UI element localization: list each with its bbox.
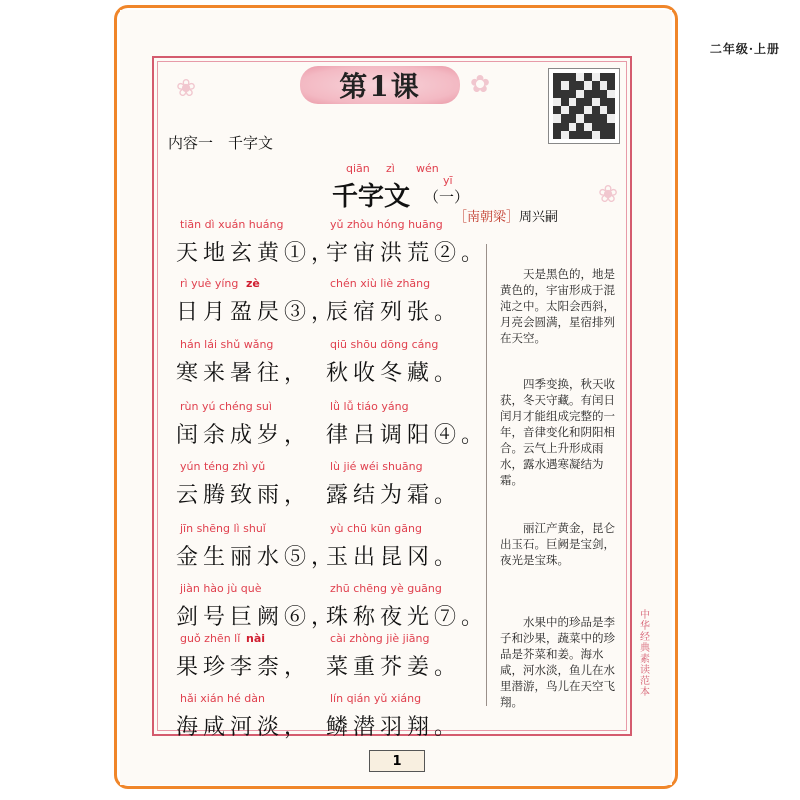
- line-pinyin: zhū chēng yè guāng: [330, 582, 442, 595]
- title-pinyin: wén: [416, 162, 439, 175]
- author-name: 周兴嗣: [519, 210, 559, 225]
- line-pinyin: chén xiù liè zhāng: [330, 277, 431, 290]
- poem-line: 金生丽水⑤，: [176, 545, 339, 570]
- content-label: 内容一 千字文: [168, 134, 274, 152]
- lesson-title: 第1课: [339, 70, 421, 103]
- line-pinyin: lǜ lǚ tiáo yáng: [330, 400, 409, 413]
- poem-line: 日月盈昃③，: [176, 300, 339, 325]
- line-pinyin: jīn shēng lì shuǐ: [180, 522, 266, 535]
- note-paragraph: 四季变换，秋天收获，冬天守藏。有闰日闰月才能组成完整的一年，音律变化和阴阳相合。云气上升形成雨水，露水遇寒凝结为霜。: [500, 377, 615, 487]
- poem-line: 剑号巨阙⑥，: [176, 605, 339, 630]
- flower-decoration: ❀: [598, 180, 619, 208]
- poem-line: 秋收冬藏。: [326, 361, 462, 386]
- line-pinyin: lín qián yǔ xiáng: [330, 692, 422, 705]
- line-pinyin: yún téng zhì yǔ: [180, 460, 266, 473]
- line-pinyin: cài zhòng jiè jiāng: [330, 632, 430, 645]
- line-pinyin-highlight: zè: [246, 277, 260, 290]
- line-pinyin: qiū shōu dōng cáng: [330, 338, 439, 351]
- grade-label: 二年级·上册: [709, 42, 780, 56]
- poem-line: 玉出昆冈。: [326, 545, 462, 570]
- line-pinyin: guǒ zhēn lǐ: [180, 632, 241, 645]
- poem-line: 辰宿列张。: [326, 300, 462, 325]
- poem-author: [454, 206, 558, 225]
- qr-code-icon: [548, 68, 620, 144]
- poem-line: 露结为霜。: [326, 483, 462, 508]
- line-pinyin: yǔ zhòu hóng huāng: [330, 218, 443, 231]
- note-paragraph: 水果中的珍品是李子和沙果，蔬菜中的珍品是芥菜和姜。海水咸，河水淡，鱼儿在水里潜游，鸟儿在天空飞翔。: [500, 615, 615, 709]
- poem-line: 天地玄黄①，: [176, 241, 339, 266]
- poem-line: 鳞潜羽翔。: [326, 715, 462, 740]
- poem-title: 千字文: [332, 182, 411, 212]
- poem-line: 闰余成岁，: [176, 423, 312, 448]
- spine-text: 中华经典素读范本: [640, 610, 650, 698]
- line-pinyin: hán lái shǔ wǎng: [180, 338, 274, 351]
- line-pinyin: jiàn hào jù què: [180, 582, 262, 595]
- poem-line: 律吕调阳④。: [326, 423, 489, 448]
- flower-decoration: ✿: [470, 70, 491, 98]
- line-pinyin: lù jié wéi shuāng: [330, 460, 423, 473]
- line-pinyin: tiān dì xuán huáng: [180, 218, 284, 231]
- poem-line: 菜重芥姜。: [326, 655, 462, 680]
- poem-line: 珠称夜光⑦。: [326, 605, 489, 630]
- poem-line: 海咸河淡，: [176, 715, 312, 740]
- poem-line: 宇宙洪荒②。: [326, 241, 489, 266]
- poem-line: 云腾致雨，: [176, 483, 312, 508]
- note-paragraph: 天是黑色的，地是黄色的，宇宙形成于混沌之中。太阳会西斜，月亮会圆满，星宿排列在天空。: [500, 267, 615, 345]
- lesson-banner: [300, 66, 460, 104]
- author-dynasty: ［南朝梁］: [454, 210, 520, 225]
- note-paragraph: 丽江产黄金，昆仑出玉石。巨阙是宝剑，夜光是宝珠。: [500, 521, 615, 567]
- title-pinyin: qiān: [346, 162, 370, 175]
- title-pinyin: zì: [386, 162, 395, 175]
- flower-decoration: ❀: [176, 74, 197, 102]
- line-pinyin: yù chū kūn gāng: [330, 522, 422, 535]
- poem-line: 果珍李柰，: [176, 655, 312, 680]
- poem-title-part: （一）: [424, 188, 470, 206]
- line-pinyin: hǎi xián hé dàn: [180, 692, 265, 705]
- title-pinyin: yī: [443, 174, 453, 187]
- page-number: 1: [369, 750, 425, 772]
- line-pinyin-highlight: nài: [246, 632, 266, 645]
- poem-line: 寒来暑往，: [176, 361, 312, 386]
- line-pinyin: rùn yú chéng suì: [180, 400, 272, 413]
- line-pinyin: rì yuè yíng: [180, 277, 239, 290]
